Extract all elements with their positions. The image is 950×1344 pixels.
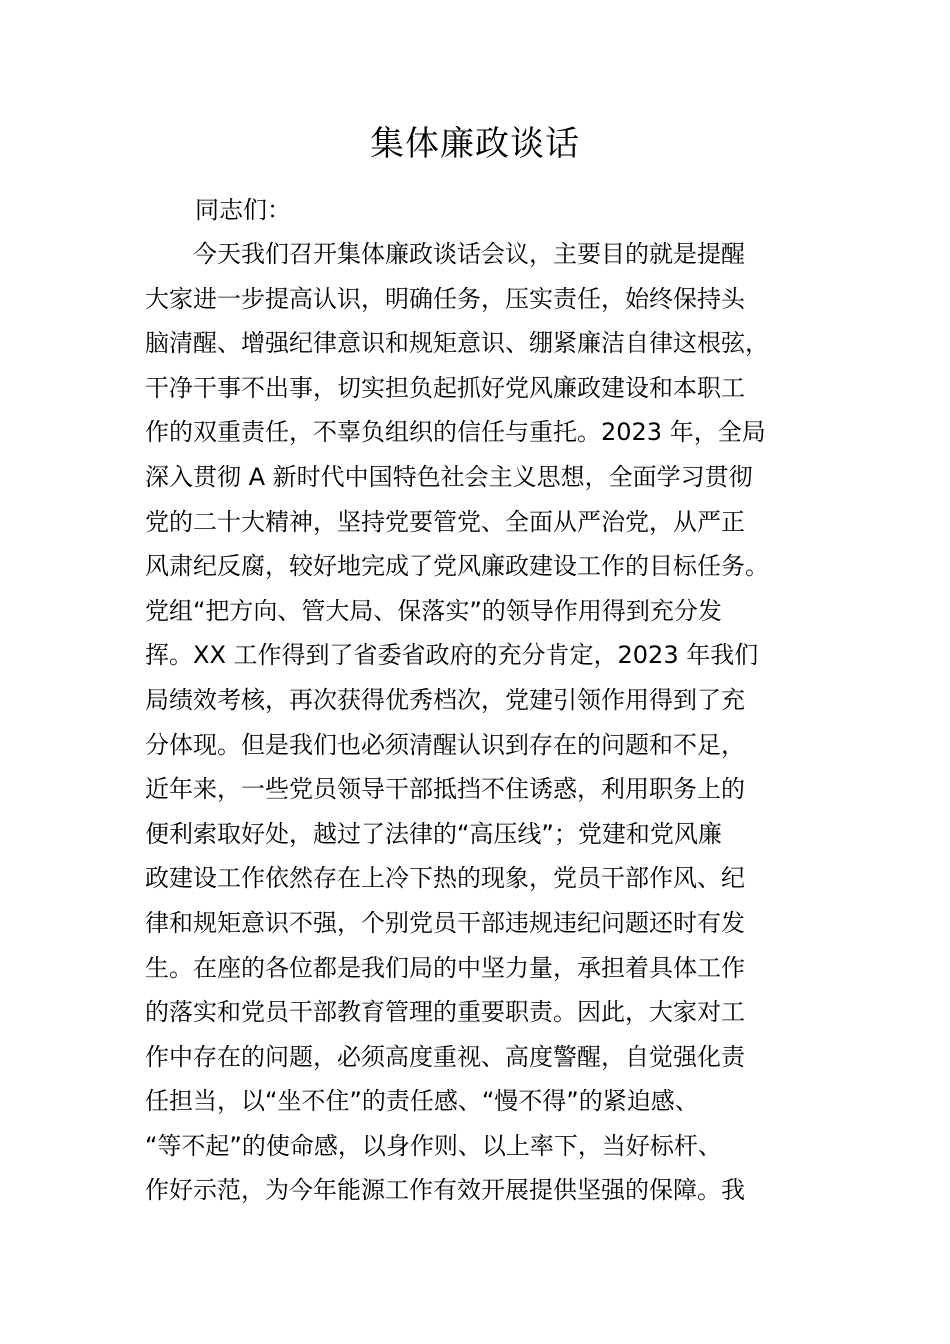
salutation: 同志们：	[195, 196, 291, 224]
body-line: 挥。XX 工作得到了省委省政府的充分肯定，2023 年我们	[145, 641, 759, 670]
body-paragraph	[145, 232, 805, 1213]
body-line: 今天我们召开集体廉政谈话会议，主要目的就是提醒	[145, 240, 745, 268]
body-line: 分体现。但是我们也必须清醒认识到存在的问题和不足，	[145, 730, 745, 759]
body-line: 政建设工作依然存在上冷下热的现象，党员干部作风、纪	[145, 864, 745, 893]
body-line: 律和规矩意识不强，个别党员干部违规违纪问题还时有发	[145, 908, 745, 937]
body-line: 任担当，以“坐不住”的责任感、“慢不得”的紧迫感、	[145, 1087, 699, 1116]
body-line: 近年来，一些党员领导干部抵挡不住诱惑，利用职务上的	[145, 775, 745, 804]
body-line: 大家进一步提高认识，明确任务，压实责任，始终保持头	[145, 284, 745, 313]
document-title: 集体廉政谈话	[370, 124, 580, 164]
body-line: 作中存在的问题，必须高度重视、高度警醒，自觉强化责	[145, 1042, 745, 1071]
body-line: 脑清醒、增强纪律意识和规矩意识、绷紧廉洁自律这根弦，	[145, 329, 769, 358]
body-line: 作好示范，为今年能源工作有效开展提供坚强的保障。我	[145, 1176, 745, 1205]
body-line: 党的二十大精神，坚持党要管党、全面从严治党，从严正	[145, 507, 745, 536]
body-line: 局绩效考核，再次获得优秀档次，党建引领作用得到了充	[145, 685, 745, 714]
body-line: 党组“把方向、管大局、保落实”的领导作用得到充分发	[145, 596, 722, 625]
body-line: “等不起”的使命感，以身作则、以上率下，当好标杆、	[145, 1131, 722, 1160]
body-line: 作的双重责任，不辜负组织的信任与重托。2023 年，全局	[145, 418, 766, 447]
body-line: 风肃纪反腐，较好地完成了党风廉政建设工作的目标任务。	[145, 552, 769, 581]
body-line: 便利索取好处，越过了法律的“高压线”；党建和党风廉	[145, 819, 722, 848]
body-line: 干净干事不出事，切实担负起抓好党风廉政建设和本职工	[145, 373, 745, 402]
body-line: 的落实和党员干部教育管理的重要职责。因此，大家对工	[145, 998, 745, 1027]
body-line: 生。在座的各位都是我们局的中坚力量，承担着具体工作	[145, 953, 745, 982]
body-line: 深入贯彻 A 新时代中国特色社会主义思想，全面学习贯彻	[145, 462, 753, 491]
